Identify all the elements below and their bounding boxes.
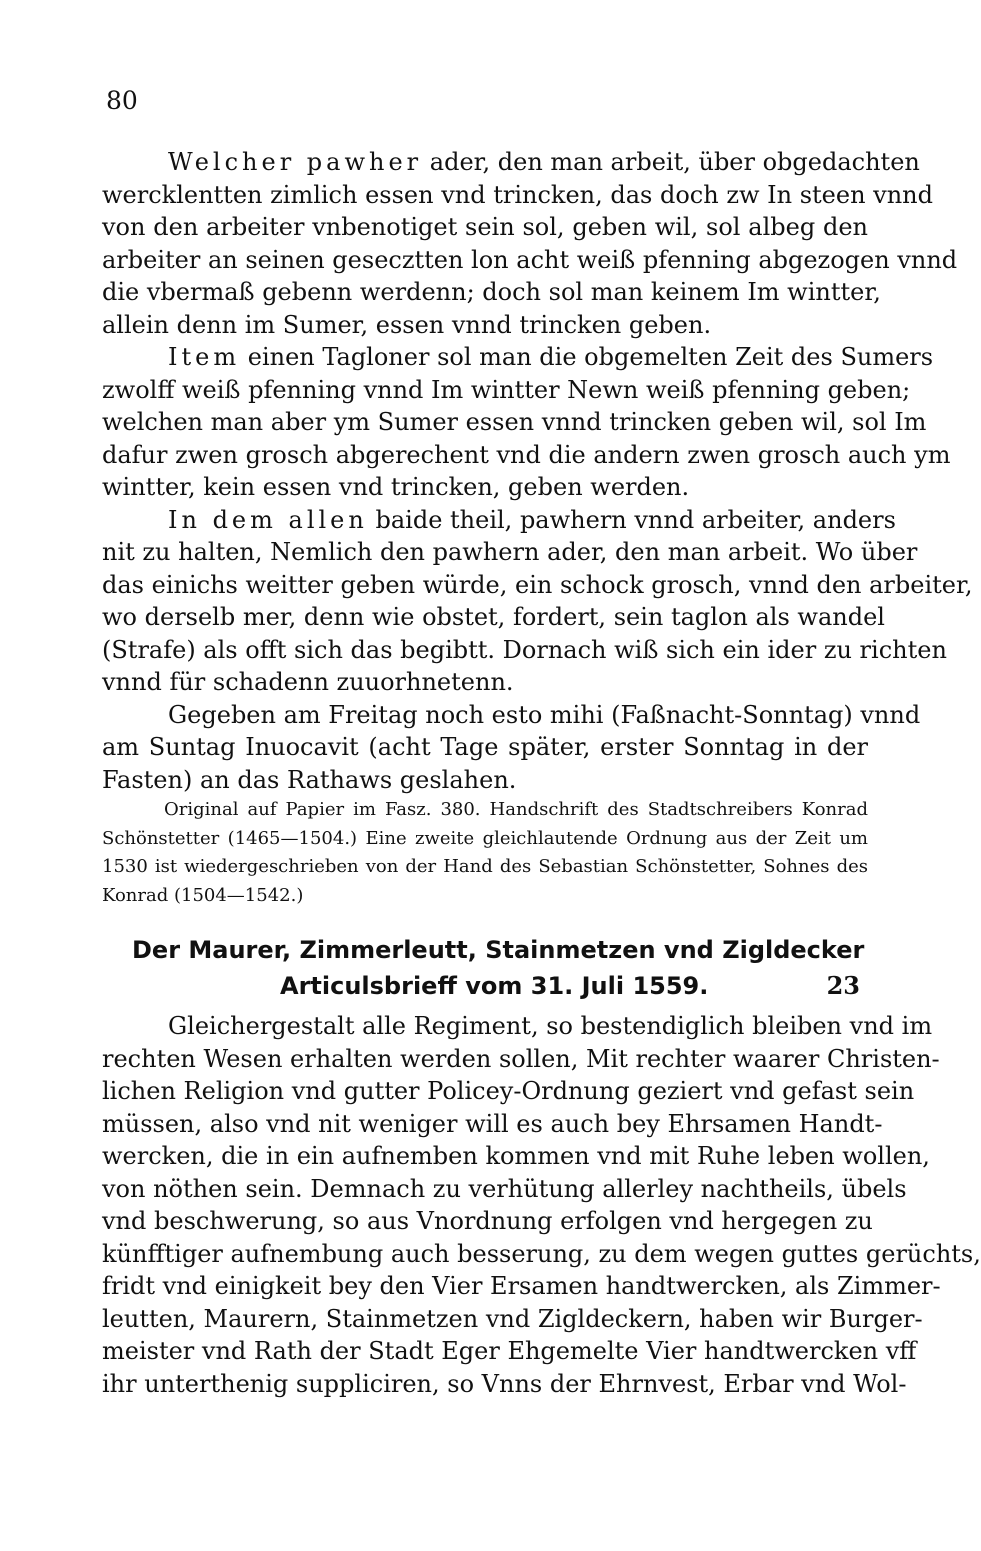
paragraph-1-line-1 (102, 146, 920, 179)
paragraph-line: welchen man aber ym Sumer essen vnnd trincken geben wil, sol Im (102, 408, 927, 436)
paragraph-line: meister vnd Rath der Stadt Eger Ehgemelte Vier handtwercken vff (102, 1337, 917, 1365)
paragraph-text: ader, den man arbeit, über obgedachten (429, 148, 920, 176)
paragraph-line: allein denn im Sumer, essen vnnd trincken geben. (102, 310, 712, 339)
paragraph-line: zwolff weiß pfenning vnnd Im wintter Newn weiß pfenning geben; (102, 375, 911, 404)
paragraph-line: müssen, also vnd nit weniger will es auch bey Ehrsamen Handt- (102, 1109, 883, 1138)
paragraph-line: dafur zwen grosch abgerechent vnd die andern zwen grosch auch ym (102, 440, 951, 469)
paragraph-line: nit zu halten, Nemlich den pawhern ader, den man arbeit. Wo über (102, 538, 918, 566)
section-articles-text (102, 1010, 981, 1400)
paragraph-line: leutten, Maurern, Stainmetzen vnd Zigldeckern, haben wir Burger- (102, 1304, 923, 1333)
heading-title-text: Articulsbrieff vom 31. Juli 1559. (280, 972, 709, 1000)
paragraph-line: von nöthen sein. Demnach zu verhütung allerley nachtheils, übels (102, 1174, 907, 1203)
paragraph-line: wercken, die in ein aufnemben kommen vnd mit Ruhe leben wollen, (102, 1142, 930, 1170)
paragraph-4-line-1: Gegeben am Freitag noch esto mihi (Faßnacht-Sonntag) vnnd (168, 700, 921, 729)
paragraph-lead: In dem allen (168, 505, 368, 534)
note-line: Schönstetter (1465—1504.) Eine zweite gleichlautende Ordnung aus der Zeit um (102, 827, 868, 849)
section-ordinance-text (102, 146, 973, 910)
page-number: 80 (106, 86, 138, 115)
paragraph-line: Gleichergestalt alle Regiment, so bestendiglich bleiben vnd im (168, 1012, 933, 1040)
document-number: 23 (826, 971, 860, 1000)
paragraph-text: einen Tagloner sol man die obgemelten Zeit des Sumers (247, 343, 934, 371)
paragraph-line: vnd beschwerung, so aus Vnordnung erfolgen vnd hergegen zu (102, 1207, 873, 1235)
heading-title-line-1: Der Maurer, Zimmerleutt, Stainmetzen vnd Zigldecker (132, 936, 865, 964)
paragraph-line: (Strafe) als offt sich das begibtt. Dornach wiß sich ein ider zu richten (102, 635, 947, 664)
paragraph-line: wintter, kein essen vnd trincken, geben werden. (102, 473, 690, 501)
paragraph-line: lichen Religion vnd gutter Policey-Ordnung geziert vnd gefast sein (102, 1077, 915, 1105)
paragraph-line: von den arbeiter vnbenotiget sein sol, geben wil, sol albeg den (102, 213, 868, 241)
paragraph-lead: Item (168, 343, 241, 371)
paragraph-line: die vbermaß gebenn werdenn; doch sol man keinem Im wintter, (102, 278, 881, 306)
paragraph-line: fridt vnd einigkeit bey den Vier Ersamen handtwercken, als Zimmer- (102, 1272, 941, 1300)
paragraph-line: Fasten) an das Rathaws geslahen. (102, 765, 517, 794)
paragraph-text: baide theil, pawhern vnnd arbeiter, anders (375, 505, 896, 534)
paragraph-lead: Welcher pawher (168, 148, 423, 176)
paragraph-2-line-1 (102, 341, 934, 374)
paragraph-line: vnnd für schadenn zuuorhnetenn. (102, 668, 514, 696)
note-line: Original auf Papier im Fasz. 380. Handschrift des Stadtschreibers Konrad (164, 799, 868, 820)
note-line: Konrad (1504—1542.) (102, 884, 304, 906)
source-note (102, 796, 868, 910)
paragraph-line: das einichs weitter geben würde, ein schock grosch, vnnd den arbeiter, (102, 570, 973, 599)
paragraph-line: wo derselb mer, denn wie obstet, fordert, sein taglon als wandel (102, 603, 885, 631)
paragraph-line: arbeiter an seinen gesecztten lon acht weiß pfenning abgezogen vnnd (102, 245, 958, 274)
paragraph-line: künfftiger aufnembung auch besserung, zu dem wegen guttes gerüchts, (102, 1239, 981, 1268)
paragraph-line: wercklentten zimlich essen vnd trincken, das doch zw In steen vnnd (102, 180, 933, 209)
document-heading (126, 932, 868, 1004)
note-line: 1530 ist wiedergeschrieben von der Hand des Sebastian Schönstetter, Sohnes des (102, 856, 868, 877)
paragraph-line: ihr unterthenig suppliciren, so Vnns der Ehrnvest, Erbar vnd Wol- (102, 1369, 907, 1398)
paragraph-line: rechten Wesen erhalten werden sollen, Mit rechter waarer Christen- (102, 1044, 940, 1073)
paragraph-line: am Suntag Inuocavit (acht Tage später, erster Sonntag in der (102, 733, 868, 761)
paragraph-3-line-1 (102, 504, 896, 537)
heading-title-line-2 (126, 968, 868, 1004)
